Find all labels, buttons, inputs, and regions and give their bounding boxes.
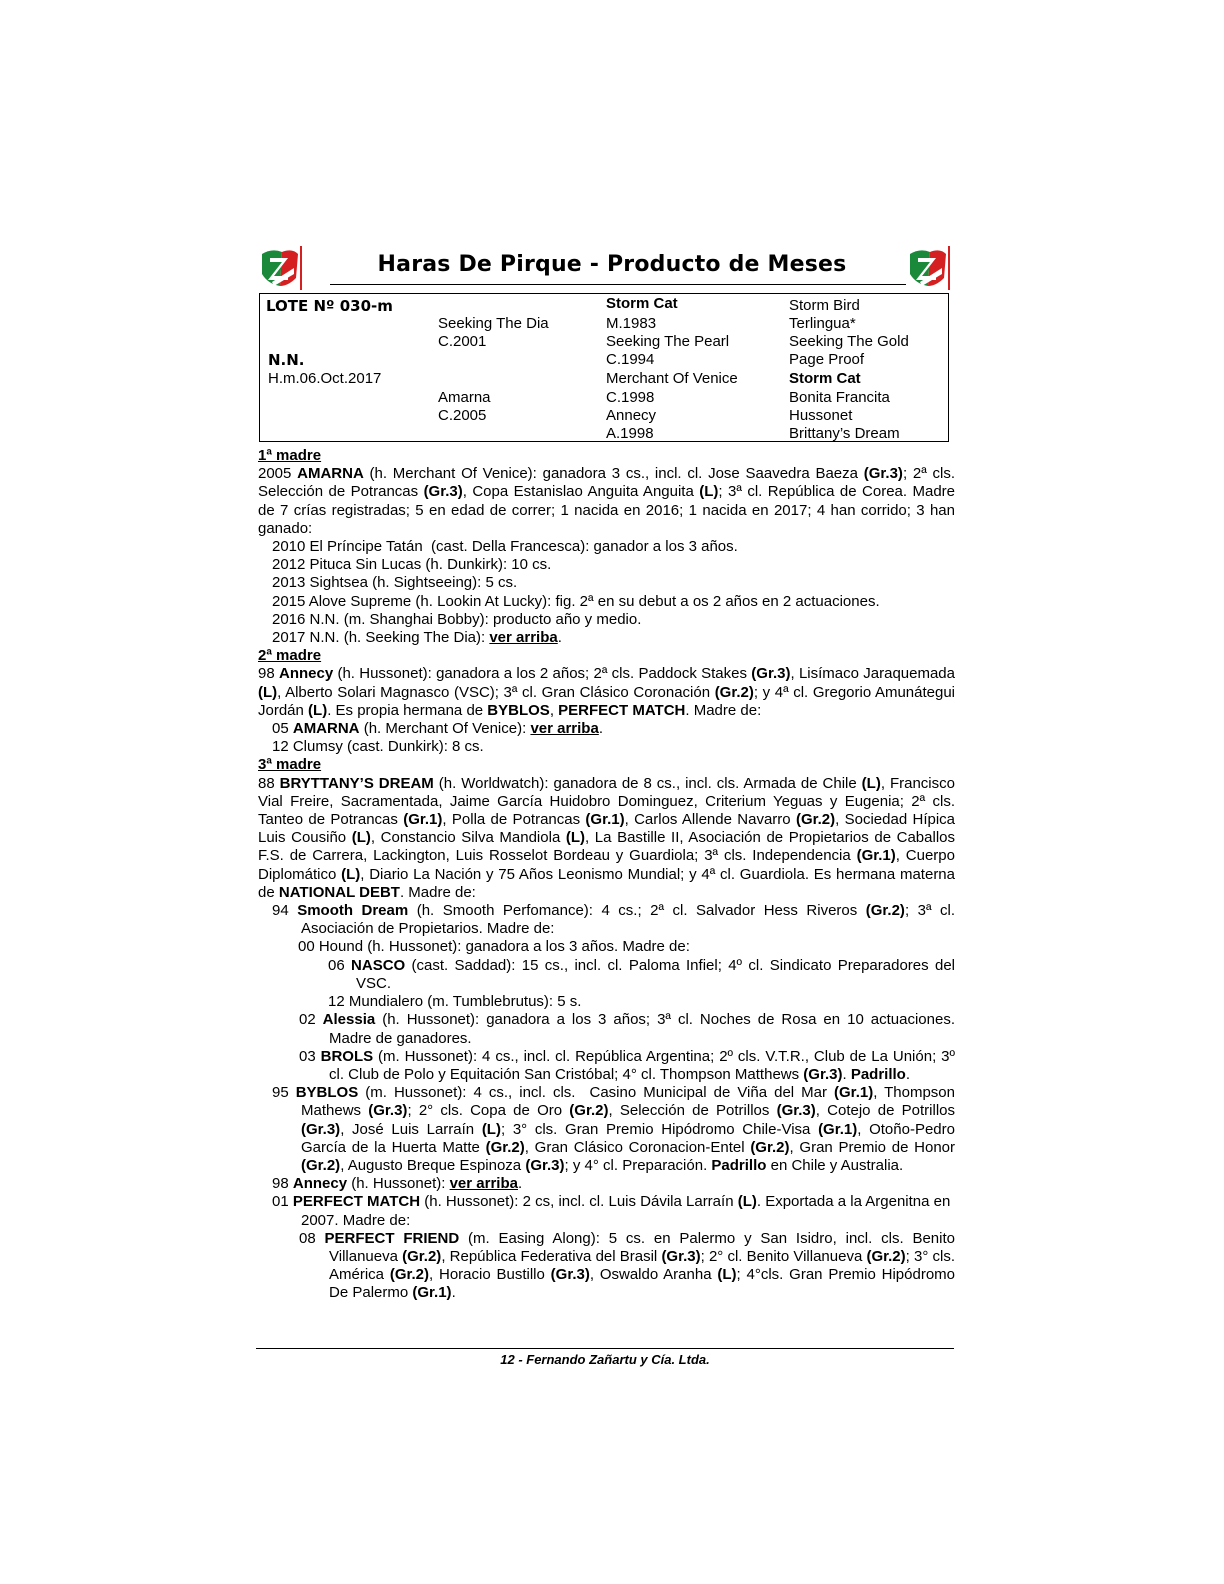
produce-entry: 08 PERFECT FRIEND (m. Easing Along): 5 cs. en Palermo y San Isidro, incl. cls. Benito Villanueva (Gr.2), República Federativa del Brasil (Gr.3); 2° cl. Benito Villanueva (Gr.2); 3° cls. América (Gr.2), Horacio Bustillo (Gr.3), Oswaldo Aranha (L); 4°cls. Gran Premio Hipódromo De Palermo (Gr.1). <box>299 1229 956 1302</box>
granddam-paternal: Seeking The Pearl <box>606 333 730 350</box>
section-heading-second-dam: 2ª madre <box>258 647 322 665</box>
produce-entry: 12 Mundialero (m. Tumblebrutus): 5 s. <box>328 993 582 1011</box>
produce-entry: 94 Smooth Dream (h. Smooth Perfomance): 4 cs.; 2ª cl. Salvador Hess Riveros (Gr.2); 3ª cl. Asociación de Propietarios. Madre de: <box>272 902 955 938</box>
granddam-maternal: Annecy <box>606 407 657 424</box>
dam-paragraph: 98 Annecy (h. Hussonet): ganadora a los 2 años; 2ª cls. Paddock Stakes (Gr.3), Lisímaco Jaraquemada (L), Alberto Solari Magnasco (VSC); 3ª cl. Gran Clásico Coronación (Gr.2); y 4ª cl. Gregorio Amunátegui Jordán (L). Es propia hermana de BYBLOS, PERFECT MATCH. Madre de: <box>258 665 956 719</box>
grandsire-paternal: Storm Cat <box>606 295 678 312</box>
pedigree-table <box>259 293 949 442</box>
grandsire-maternal-year: C.1998 <box>606 389 655 406</box>
dam-paragraph: 2005 AMARNA (h. Merchant Of Venice): ganadora 3 cs., incl. cl. Jose Saavedra Baeza (Gr.3); 2ª cls. Selección de Potrancas (Gr.3), Copa Estanislao Anguita Anguita (L); 3ª cl. República de Corea. Madre de 7 crías registradas; 5 en edad de correr; 1 nacida en 2016; 1 nacida en 2017; 4 han corrido; 3 han ganado: <box>258 465 955 537</box>
produce-entry: 03 BROLS (m. Hussonet): 4 cs., incl. cl. República Argentina; 2º cls. V.T.R., Club de La Unión; 3º cl. Club de Polo y Equitación San Cristóbal; 4° cl. Thompson Matthews (Gr.3). Padrillo. <box>299 1047 955 1083</box>
ancestor-sss: Storm Bird <box>789 297 860 314</box>
section-heading-first-dam: 1ª madre <box>258 447 322 464</box>
ancestor-sds: Seeking The Gold <box>789 333 909 350</box>
produce-entry: 95 BYBLOS (m. Hussonet): 4 cs., incl. cls. Casino Municipal de Viña del Mar (Gr.1), Thompson Mathews (Gr.3); 2° cls. Copa de Oro (Gr.2), Selección de Potrillos (Gr.3), Cotejo de Potrillos (Gr.3), José Luis Larraín (L); 3° cls. Gran Premio Hipódromo Chile-Visa (Gr.1), Otoño-Pedro García de la Huerta Matte (Gr.2), Gran Clásico Coronacion-Entel (Gr.2), Gran Premio de Honor (Gr.2), Augusto Breque Espinoza (Gr.3); y 4° cl. Preparación. Padrillo en Chile y Australia. <box>272 1084 956 1174</box>
produce-entry: 00 Hound (h. Hussonet): ganadora a los 3 años. Madre de: <box>298 938 690 956</box>
lote-number: LOTE Nº 030-m <box>266 297 393 315</box>
produce-entry: 01 PERFECT MATCH (h. Hussonet): 2 cs, incl. cl. Luis Dávila Larraín (L). Exportada a la Argenitna en 2007. Madre de: <box>272 1193 951 1229</box>
horse-name: N.N. <box>268 351 305 369</box>
produce-entry: 2012 Pituca Sin Lucas (h. Dunkirk): 10 cs. <box>272 556 552 574</box>
dam-paragraph: 88 BRYTTANY’S DREAM (h. Worldwatch): ganadora de 8 cs., incl. cls. Armada de Chile (L), Francisco Vial Freire, Sacramentada, Jaime García Huidobro Dominguez, Criterium Yeguas y Eugenia; 2ª cls. Tanteo de Potrancas (Gr.1), Polla de Potrancas (Gr.1), Carlos Allende Navarro (Gr.2), Sociedad Hípica Luis Cousiño (L), Constancio Silva Mandiola (L), La Bastille II, Asociación de Propietarios de Caballos F.S. de Carrera, Lackington, Luis Rosselot Bordeau y Guardiola; 3ª cls. Independencia (Gr.1), Cuerpo Diplomático (L), Diario La Nación y 75 Años Leonismo Mundial; y 4ª cl. Guardiola. Es hermana materna de NATIONAL DEBT. Madre de: <box>258 774 956 901</box>
page-footer: 12 - Fernando Zañartu y Cía. Ltda. <box>500 1352 710 1367</box>
haras-logo <box>906 244 954 292</box>
sire-year: C.2001 <box>438 333 487 350</box>
granddam-maternal-year: A.1998 <box>606 425 654 442</box>
ancestor-dss: Storm Cat <box>789 370 861 387</box>
horse-birth: H.m.06.Oct.2017 <box>268 370 382 387</box>
section-heading-third-dam: 3ª madre <box>258 756 322 774</box>
ancestor-ssd: Terlingua* <box>789 315 856 332</box>
grandsire-paternal-year: M.1983 <box>606 315 657 332</box>
produce-entry: 05 AMARNA (h. Merchant Of Venice): ver arriba. <box>272 720 603 738</box>
produce-entry: 2017 N.N. (h. Seeking The Dia): ver arriba. <box>272 629 562 647</box>
produce-entry: 2016 N.N. (m. Shanghai Bobby): producto año y medio. <box>272 610 642 628</box>
haras-logo <box>258 244 306 292</box>
produce-entry: 02 Alessia (h. Hussonet): ganadora a los 3 años; 3ª cl. Noches de Rosa en 10 actuaciones. Madre de ganadores. <box>299 1011 955 1047</box>
ancestor-dsd: Bonita Francita <box>789 389 890 406</box>
ancestor-ddd: Brittany’s Dream <box>789 425 900 442</box>
dam-year: C.2005 <box>438 407 487 424</box>
produce-entry: 2015 Alove Supreme (h. Lookin At Lucky): fig. 2ª en su debut a os 2 años en 2 actuaciones. <box>272 592 880 610</box>
produce-entry: 06 NASCO (cast. Saddad): 15 cs., incl. cl. Paloma Infiel; 4º cl. Sindicato Preparadores del VSC. <box>328 956 955 992</box>
grandsire-maternal: Merchant Of Venice <box>606 370 738 387</box>
ancestor-dds: Hussonet <box>789 407 853 424</box>
footer-divider <box>256 1348 954 1349</box>
produce-entry: 2010 El Príncipe Tatán (cast. Della Francesca): ganador a los 3 años. <box>272 538 738 556</box>
pedigree-notes <box>258 447 955 1303</box>
dam-name: Amarna <box>438 389 491 406</box>
produce-entry: 2013 Sightsea (h. Sightseeing): 5 cs. <box>272 574 518 592</box>
produce-entry: 12 Clumsy (cast. Dunkirk): 8 cs. <box>272 738 484 756</box>
produce-entry: 98 Annecy (h. Hussonet): ver arriba. <box>272 1175 523 1193</box>
granddam-paternal-year: C.1994 <box>606 351 655 368</box>
ancestor-sdd: Page Proof <box>789 351 865 368</box>
page-title: Haras De Pirque - Producto de Meses <box>377 252 847 277</box>
header-divider <box>330 284 906 285</box>
sire-name: Seeking The Dia <box>438 315 549 332</box>
